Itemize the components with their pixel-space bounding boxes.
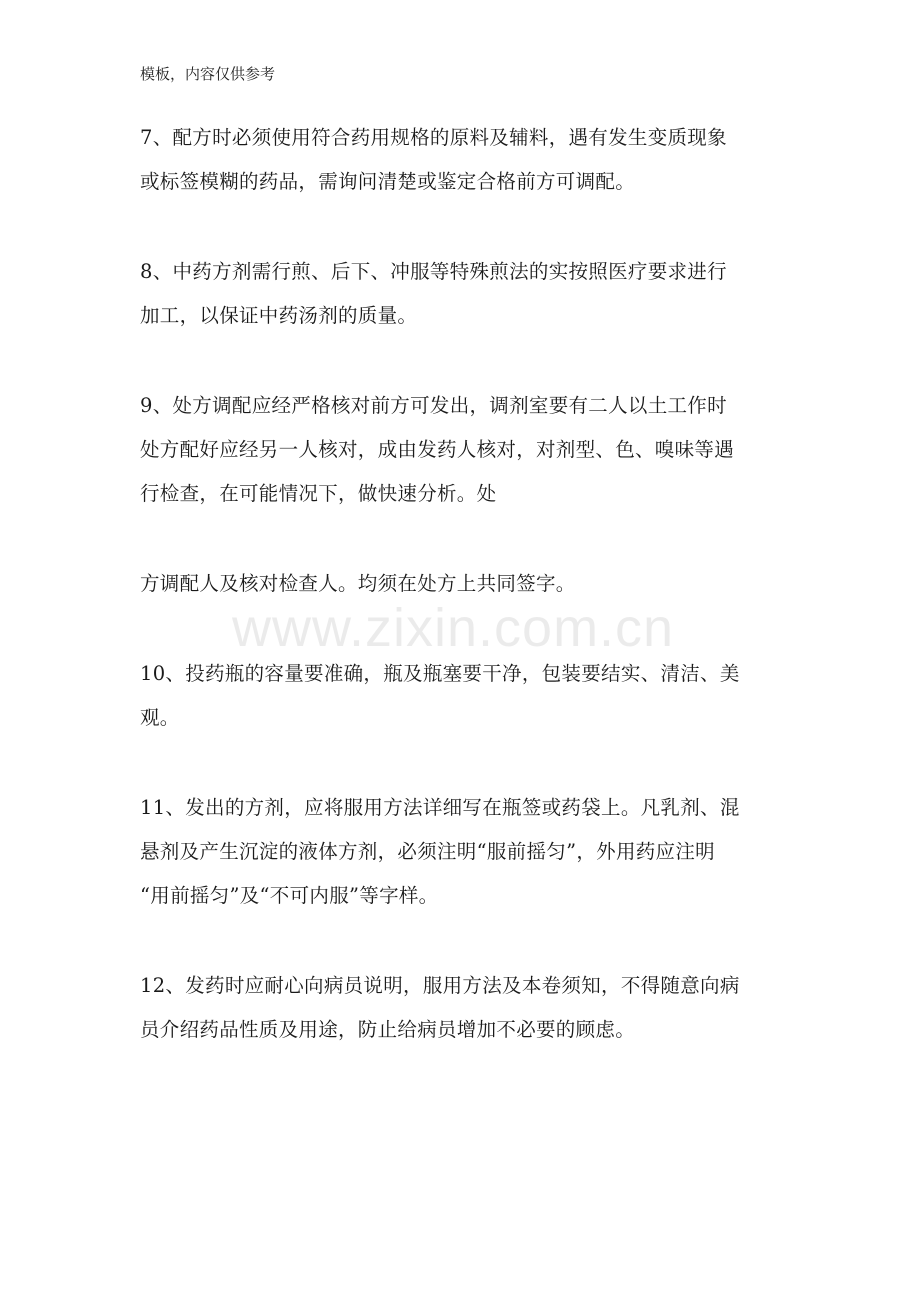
paragraph-item-8 [140, 250, 790, 338]
paragraph-line: “用前摇匀”及“不可内服”等字样。 [140, 884, 439, 907]
paragraph-item-9 [140, 384, 790, 516]
paragraph-item-12 [140, 964, 790, 1052]
paragraph-item-10 [140, 652, 790, 740]
paragraph-line: 11、发出的方剂，应将服用方法详细写在瓶签或药袋上。凡乳剂、混 [140, 796, 740, 819]
paragraph-line: 观。 [140, 706, 180, 729]
paragraph-line: 8、中药方剂需行煎、后下、冲服等特殊煎法的实按照医疗要求进行 [140, 260, 727, 283]
paragraph-line: 员介绍药品性质及用途，防止给病员增加不必要的顾虑。 [140, 1018, 636, 1041]
paragraph-item-9-continued [140, 562, 790, 606]
paragraph-line: 12、发药时应耐心向病员说明，服用方法及本卷须知，不得随意向病 [140, 974, 740, 997]
paragraph-line: 10、投药瓶的容量要准确，瓶及瓶塞要干净，包装要结实、清洁、美 [140, 662, 740, 685]
page-header: 模板，内容仅供参考 [140, 65, 276, 83]
paragraph-line: 或标签模糊的药品，需询问清楚或鉴定合格前方可调配。 [140, 170, 636, 193]
paragraph-line: 加工，以保证中药汤剂的质量。 [140, 304, 418, 327]
paragraph-line: 悬剂及产生沉淀的液体方剂，必须注明“服前摇匀”，外用药应注明 [140, 840, 715, 863]
paragraph-line: 行检查，在可能情况下，做快速分析。处 [140, 482, 497, 505]
paragraph-line: 9、处方调配应经严格核对前方可发出，调剂室要有二人以土工作时 [140, 394, 727, 417]
paragraph-item-7 [140, 116, 790, 204]
paragraph-line: 处方配好应经另一人核对，成由发药人核对，对剂型、色、嗅味等遇 [140, 438, 735, 461]
paragraph-line: 7、配方时必须使用符合药用规格的原料及辅料，遇有发生变质现象 [140, 126, 727, 149]
watermark: www.zixin.com.cn [232, 598, 675, 658]
paragraph-line: 方调配人及核对检查人。均须在处方上共同签字。 [140, 572, 576, 595]
paragraph-item-11 [140, 786, 790, 918]
document-body [140, 116, 790, 1098]
